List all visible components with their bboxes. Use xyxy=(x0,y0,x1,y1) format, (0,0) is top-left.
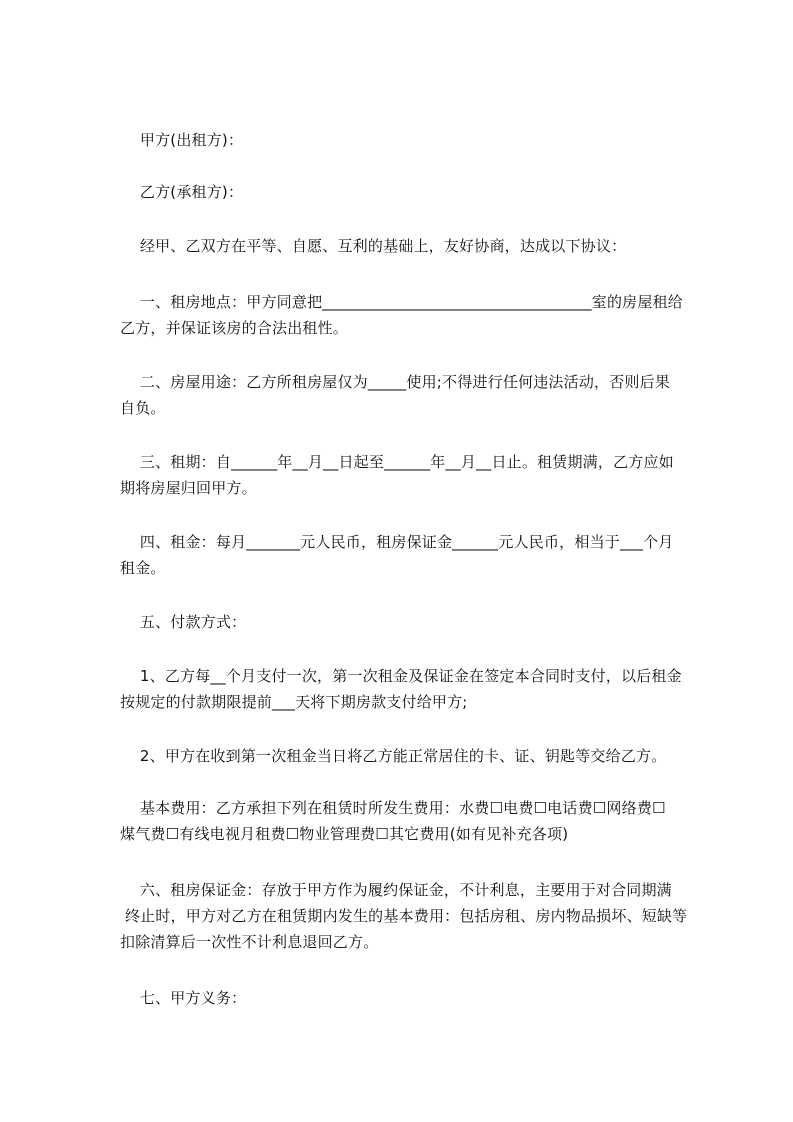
clause-5-item-1-line-1: 1、乙方每__个月支付一次，第一次租金及保证金在签定本合同时支付，以后租金 xyxy=(120,667,682,685)
clause-5-item-2: 2、甲方在收到第一次租金当日将乙方能正常居住的卡、证、钥匙等交给乙方。 xyxy=(120,747,667,765)
preamble: 经甲、乙双方在平等、自愿、互利的基础上，友好协商，达成以下协议： xyxy=(120,237,627,255)
clause-7-heading: 七、甲方义务： xyxy=(120,989,247,1007)
basic-fees-line-1: 基本费用：乙方承担下列在租赁时所发生费用：水费☐电费☐电话费☐网络费☐ xyxy=(120,799,666,817)
clause-4-line-1: 四、租金：每月_______元人民币，租房保证金______元人民币，相当于___个月 xyxy=(120,533,674,551)
clause-2-line-1: 二、房屋用途：乙方所租房屋仅为_____使用;不得进行任何违法活动，否则后果 xyxy=(120,373,671,391)
clause-5-heading: 五、付款方式： xyxy=(120,613,247,631)
clause-3-line-1: 三、租期：自______年__月__日起至______年__月__日止。租赁期满，乙方应如 xyxy=(120,453,674,471)
clause-6-line-3: 扣除清算后一次性不计利息退回乙方。 xyxy=(120,933,379,951)
basic-fees-line-2: 煤气费☐有线电视月租费☐物业管理费☐其它费用(如有见补充各项) xyxy=(120,825,569,843)
clause-6-line-1: 六、租房保证金：存放于甲方作为履约保证金，不计利息，主要用于对合同期满 xyxy=(120,881,672,899)
clause-2-line-2: 自负。 xyxy=(120,399,166,417)
clause-3-line-2: 期将房屋归回甲方。 xyxy=(120,479,257,497)
clause-1-line-2: 乙方，并保证该房的合法出租性。 xyxy=(120,319,349,337)
clause-4-line-2: 租金。 xyxy=(120,559,166,577)
party-b-line: 乙方(承租方)： xyxy=(120,183,244,201)
clause-1-line-1: 一、租房地点：甲方同意把___________________________________室的房屋租给 xyxy=(120,293,683,311)
clause-5-item-1-line-2: 按规定的付款期限提前___天将下期房款支付给甲方; xyxy=(120,693,468,711)
clause-6-line-2: 终止时，甲方对乙方在租赁期内发生的基本费用：包括房租、房内物品损坏、短缺等 xyxy=(120,907,688,925)
party-a-line: 甲方(出租方)： xyxy=(120,131,244,149)
